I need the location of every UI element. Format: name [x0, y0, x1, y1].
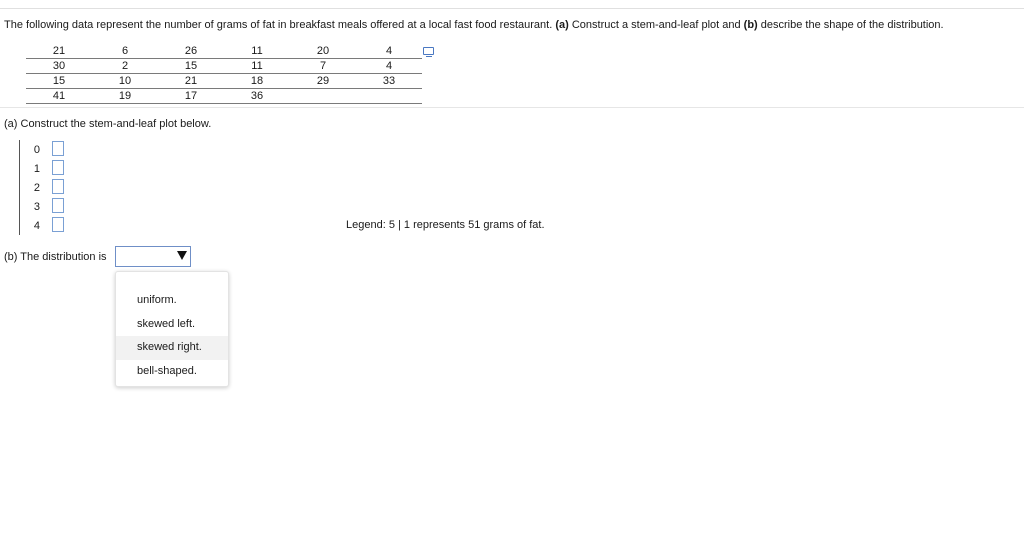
problem-prompt	[4, 18, 944, 32]
stem-label: 0	[33, 144, 40, 156]
prompt-text-3: describe the shape of the distribution.	[757, 19, 944, 31]
distribution-shape-select[interactable]	[115, 246, 191, 267]
stem-label: 3	[33, 201, 40, 213]
data-cell: 18	[224, 74, 290, 89]
fat-grams-data-table	[26, 44, 422, 104]
data-cell: 4	[356, 59, 422, 74]
data-cell: 26	[158, 44, 224, 59]
data-cell: 15	[26, 74, 92, 89]
top-divider	[0, 8, 1024, 9]
data-cell: 2	[92, 59, 158, 74]
plot-legend: Legend: 5 | 1 represents 51 grams of fat.	[346, 219, 545, 231]
stem-label: 1	[33, 163, 40, 175]
data-row	[26, 74, 422, 89]
stem-label: 2	[33, 182, 40, 194]
data-cell: 17	[158, 89, 224, 104]
data-row	[26, 89, 422, 104]
leaf-input[interactable]	[52, 217, 64, 232]
data-cell: 21	[158, 74, 224, 89]
data-cell: 11	[224, 44, 290, 59]
data-cell: 30	[26, 59, 92, 74]
leaf-input[interactable]	[52, 179, 64, 194]
prompt-text-2: Construct a stem-and-leaf plot and	[568, 19, 744, 31]
dropdown-arrow-icon[interactable]	[177, 251, 187, 260]
data-cell: 19	[92, 89, 158, 104]
data-cell: 21	[26, 44, 92, 59]
data-cell	[356, 89, 422, 104]
distribution-option[interactable]: bell-shaped.	[137, 364, 197, 377]
data-cell: 29	[290, 74, 356, 89]
leaf-input[interactable]	[52, 160, 64, 175]
leaf-input[interactable]	[52, 141, 64, 156]
data-row	[26, 59, 422, 74]
data-cell: 41	[26, 89, 92, 104]
prompt-part-b-tag: (b)	[743, 19, 758, 31]
data-cell: 36	[224, 89, 290, 104]
prompt-part-a-tag: (a)	[555, 19, 569, 31]
distribution-option[interactable]: skewed left.	[137, 317, 196, 330]
distribution-options-menu	[115, 271, 229, 387]
data-cell	[290, 89, 356, 104]
data-cell: 20	[290, 44, 356, 59]
data-cell: 6	[92, 44, 158, 59]
leaf-input[interactable]	[52, 198, 64, 213]
data-cell: 7	[290, 59, 356, 74]
data-cell: 4	[356, 44, 422, 59]
section-divider	[0, 107, 1024, 108]
prompt-text-1: The following data represent the number of grams of fat in breakfast meals offered at a local fast food restaurant.	[4, 19, 556, 31]
distribution-option[interactable]: skewed right.	[116, 336, 228, 360]
data-cell: 33	[356, 74, 422, 89]
part-b-label: (b) The distribution is	[4, 251, 107, 263]
part-a-label: (a) Construct the stem-and-leaf plot below.	[4, 118, 212, 130]
stem-label: 4	[33, 220, 40, 232]
distribution-option[interactable]: uniform.	[137, 294, 177, 306]
stem-leaf-divider	[19, 140, 20, 235]
copy-data-icon[interactable]	[423, 47, 434, 55]
data-cell: 11	[224, 59, 290, 74]
data-cell: 15	[158, 59, 224, 74]
data-cell: 10	[92, 74, 158, 89]
data-row	[26, 44, 422, 59]
